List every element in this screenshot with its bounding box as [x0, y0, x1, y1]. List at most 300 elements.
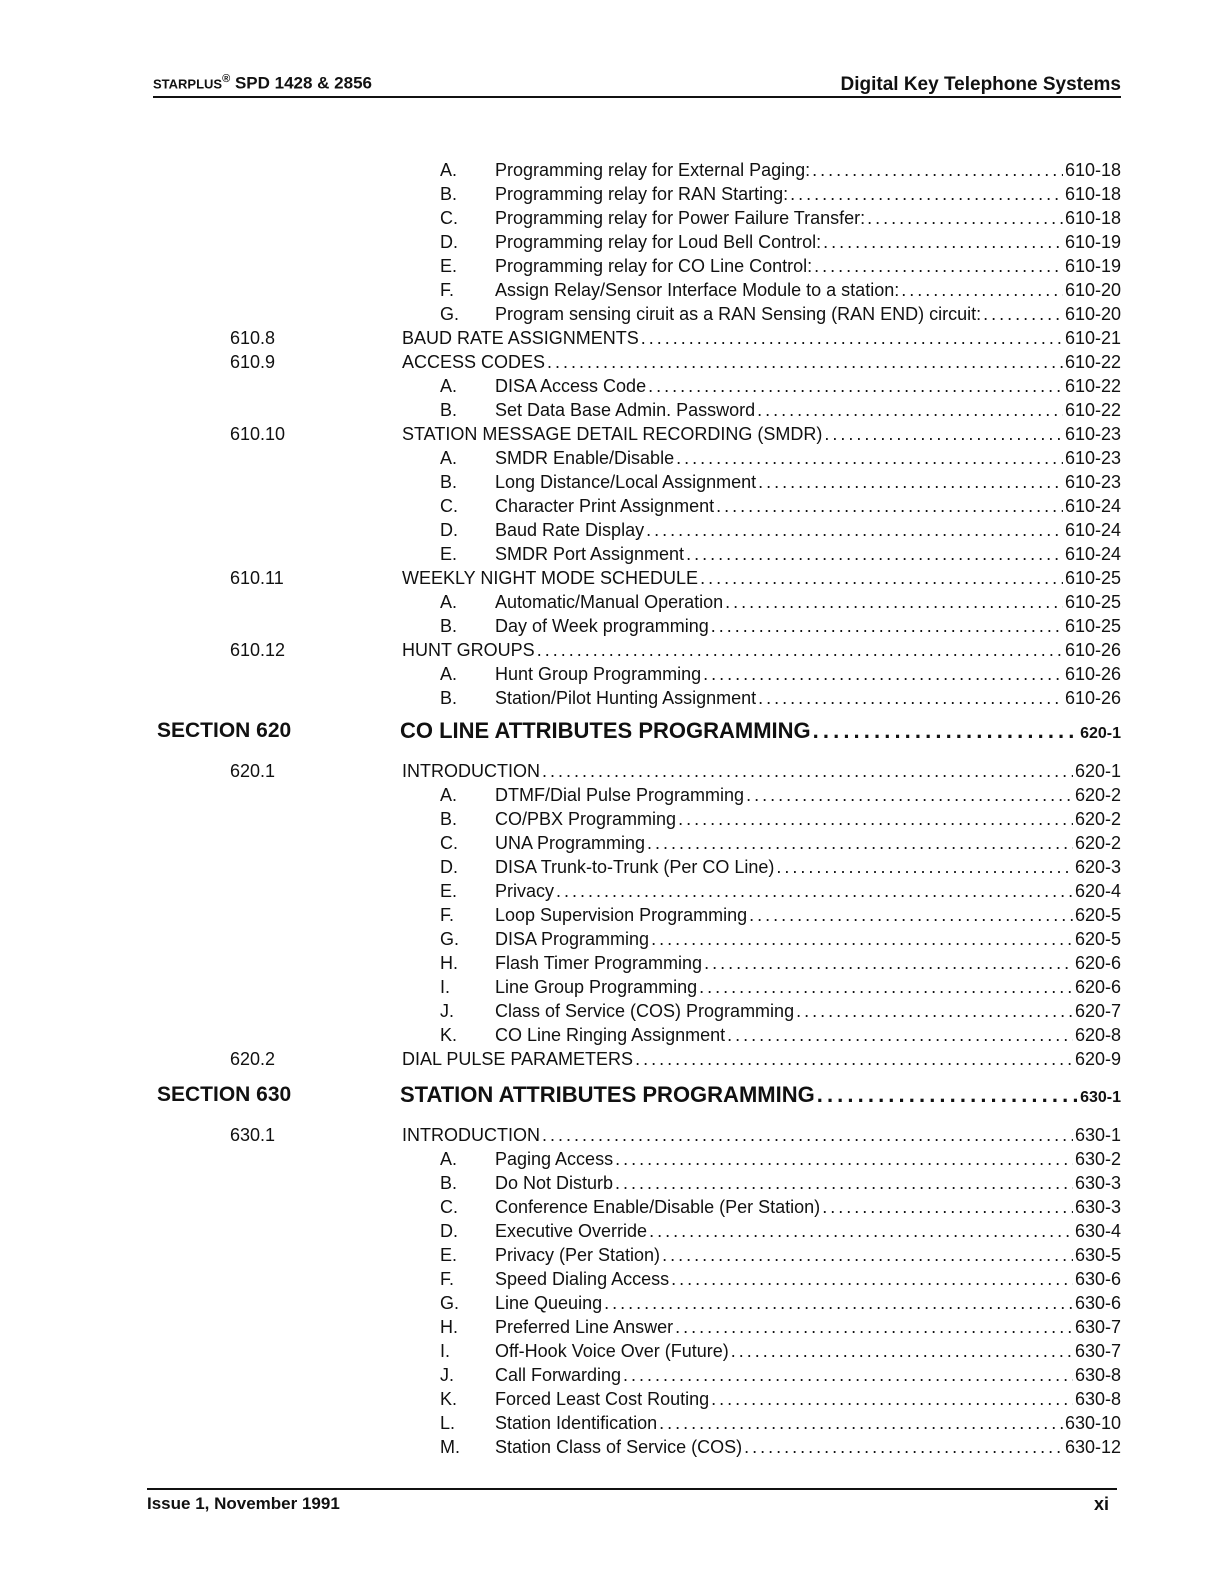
toc-entry: [402, 350, 1121, 374]
toc-entry: [495, 1339, 1121, 1363]
toc-entry: [495, 1171, 1121, 1195]
toc-page-number: 610-19: [1064, 232, 1121, 252]
toc-leader-dots: [615, 1147, 1073, 1171]
toc-entry: [495, 1267, 1121, 1291]
toc-entry-title: WEEKLY NIGHT MODE SCHEDULE: [402, 568, 699, 588]
toc-entry-title: Line Queuing: [495, 1293, 603, 1313]
toc-row[interactable]: [0, 1435, 1213, 1459]
toc-row[interactable]: [0, 927, 1213, 951]
toc-entry: [495, 542, 1121, 566]
toc-row[interactable]: [0, 1171, 1213, 1195]
toc-entry: [402, 326, 1121, 350]
toc-letter: D.: [440, 232, 458, 252]
toc-page-number: 610-25: [1064, 616, 1121, 636]
toc-leader-dots: [867, 206, 1063, 230]
toc-leader-dots: [812, 158, 1063, 182]
toc-entry: [495, 1435, 1121, 1459]
toc-row[interactable]: [0, 638, 1213, 662]
toc-entry-title: HUNT GROUPS: [402, 640, 535, 660]
toc-entry: [495, 831, 1121, 855]
toc-page-number: 610-20: [1064, 304, 1121, 324]
toc-letter: J.: [440, 1001, 455, 1021]
toc-row[interactable]: [0, 278, 1213, 302]
toc-page-number: 610-18: [1064, 208, 1121, 228]
toc-section-label: SECTION 620: [157, 719, 292, 742]
toc-entry-title: Forced Least Cost Routing: [495, 1389, 710, 1409]
toc-entry-title: Hunt Group Programming: [495, 664, 702, 684]
toc-leader-dots: [716, 494, 1063, 518]
toc-entry-title: Loop Supervision Programming: [495, 905, 748, 925]
toc-row[interactable]: [0, 662, 1213, 686]
toc-entry: [495, 1243, 1121, 1267]
toc-entry-title: Assign Relay/Sensor Interface Module to a station:: [495, 280, 900, 300]
toc-entry-title: Program sensing ciruit as a RAN Sensing (RAN END) circuit:: [495, 304, 982, 324]
toc-row[interactable]: [0, 975, 1213, 999]
toc-letter: D.: [440, 1221, 458, 1241]
toc-entry: [495, 590, 1121, 614]
toc-leader-dots: [615, 1171, 1073, 1195]
toc-letter: C.: [440, 833, 458, 853]
toc-entry-title: Preferred Line Answer: [495, 1317, 674, 1337]
toc-leader-dots: [648, 374, 1063, 398]
toc-page-number: 610-26: [1064, 640, 1121, 660]
toc-entry: [495, 951, 1121, 975]
toc-entry-title: DIAL PULSE PARAMETERS: [402, 1049, 634, 1069]
toc-leader-dots: [758, 686, 1063, 710]
toc-number: 610.12: [230, 640, 286, 660]
toc-entry: [495, 879, 1121, 903]
toc-leader-dots: [671, 1267, 1073, 1291]
toc-entry-title: Do Not Disturb: [495, 1173, 614, 1193]
toc-row[interactable]: [0, 590, 1213, 614]
toc-page-number: 630-8: [1074, 1389, 1121, 1409]
toc-entry-title: Programming relay for CO Line Control:: [495, 256, 813, 276]
toc-leader-dots: [776, 855, 1073, 879]
toc-entry: [495, 374, 1121, 398]
footer-page-number: xi: [1094, 1494, 1110, 1514]
toc-entry: [495, 1291, 1121, 1315]
toc-letter: D.: [440, 520, 458, 540]
toc-entry: [495, 1219, 1121, 1243]
toc-page-number: 620-2: [1074, 785, 1121, 805]
toc-page-number: 610-23: [1064, 448, 1121, 468]
toc-row[interactable]: [0, 422, 1213, 446]
toc-number: 610.11: [230, 568, 284, 588]
toc-letter: G.: [440, 1293, 460, 1313]
toc-number: 620.1: [230, 761, 276, 781]
toc-row[interactable]: [0, 518, 1213, 542]
toc-entry-title: SMDR Port Assignment: [495, 544, 685, 564]
toc-row[interactable]: [0, 446, 1213, 470]
toc-entry-title: INTRODUCTION: [402, 1125, 540, 1145]
toc-letter: E.: [440, 881, 458, 901]
toc-entry: [402, 422, 1121, 446]
toc-entry: [402, 566, 1121, 590]
toc-entry: [495, 975, 1121, 999]
toc-leader-dots: [704, 951, 1073, 975]
toc-entry: [495, 999, 1121, 1023]
toc-leader-dots: [703, 662, 1063, 686]
toc-entry: [495, 302, 1121, 326]
toc-leader-dots: [824, 422, 1063, 446]
toc-leader-dots: [727, 1023, 1073, 1047]
toc-leader-dots: [823, 230, 1063, 254]
toc-number: 610.10: [230, 424, 286, 444]
toc-letter: C.: [440, 208, 458, 228]
toc-row[interactable]: [0, 783, 1213, 807]
toc-letter: A.: [440, 1149, 458, 1169]
toc-letter: B.: [440, 1173, 458, 1193]
toc-leader-dots: [746, 783, 1073, 807]
toc-letter: A.: [440, 160, 458, 180]
toc-entry: [495, 855, 1121, 879]
toc-entry-title: Speed Dialing Access: [495, 1269, 670, 1289]
toc-leader-dots: [675, 1315, 1073, 1339]
toc-page-number: 610-21: [1064, 328, 1121, 348]
toc-entry-title: Programming relay for Loud Bell Control:: [495, 232, 822, 252]
toc-page-number: 630-8: [1074, 1365, 1121, 1385]
toc-row[interactable]: [0, 1047, 1213, 1071]
toc-row[interactable]: [0, 206, 1213, 230]
toc-entry-title: Programming relay for Power Failure Transfer:: [495, 208, 866, 228]
toc-leader-dots: [711, 1387, 1073, 1411]
toc-page-number: 610-22: [1064, 400, 1121, 420]
toc-page-number: 610-25: [1064, 568, 1121, 588]
toc-leader-dots: [749, 903, 1073, 927]
toc-letter: J.: [440, 1365, 455, 1385]
toc-letter: B.: [440, 472, 458, 492]
header-model: SPD 1428 & 2856: [234, 74, 372, 93]
toc-number: 610.9: [230, 352, 276, 372]
toc-page-number: 630-4: [1074, 1221, 1121, 1241]
toc-row[interactable]: [0, 807, 1213, 831]
toc-row[interactable]: [0, 254, 1213, 278]
toc-entry-title: Flash Timer Programming: [495, 953, 703, 973]
toc-entry-title: CO LINE ATTRIBUTES PROGRAMMING: [400, 718, 811, 743]
toc-section-row[interactable]: [0, 719, 1213, 743]
toc-letter: D.: [440, 857, 458, 877]
toc-entry-title: Station Class of Service (COS): [495, 1437, 743, 1457]
toc-entry: [495, 446, 1121, 470]
toc-entry-title: DISA Programming: [495, 929, 650, 949]
toc-entry: [495, 158, 1121, 182]
toc-row[interactable]: [0, 1267, 1213, 1291]
toc-entry-title: UNA Programming: [495, 833, 646, 853]
toc-entry-title: Programming relay for RAN Starting:: [495, 184, 789, 204]
toc-entry-title: INTRODUCTION: [402, 761, 540, 781]
toc-row[interactable]: [0, 326, 1213, 350]
toc-page-number: 630-7: [1074, 1341, 1121, 1361]
toc-page-number: 630-5: [1074, 1245, 1121, 1265]
toc-leader-dots: [813, 719, 1078, 743]
toc-leader-dots: [790, 182, 1063, 206]
toc-leader-dots: [676, 446, 1063, 470]
toc-leader-dots: [647, 831, 1073, 855]
toc-page-number: 630-10: [1064, 1413, 1121, 1433]
toc-entry: [400, 719, 1121, 746]
toc-entry: [495, 278, 1121, 302]
toc-row[interactable]: [0, 302, 1213, 326]
toc-row[interactable]: [0, 879, 1213, 903]
toc-leader-dots: [796, 999, 1073, 1023]
toc-page-number: 610-22: [1064, 376, 1121, 396]
toc-row[interactable]: [0, 1023, 1213, 1047]
toc-leader-dots: [699, 975, 1073, 999]
toc-row[interactable]: [0, 566, 1213, 590]
toc-entry-title: Automatic/Manual Operation: [495, 592, 724, 612]
toc-page-number: 610-20: [1064, 280, 1121, 300]
toc-row[interactable]: [0, 230, 1213, 254]
toc-row[interactable]: [0, 1291, 1213, 1315]
toc-leader-dots: [662, 1243, 1073, 1267]
toc-letter: A.: [440, 592, 458, 612]
toc-row[interactable]: [0, 1363, 1213, 1387]
toc-row[interactable]: [0, 1315, 1213, 1339]
toc-letter: A.: [440, 785, 458, 805]
toc-entry: [402, 1047, 1121, 1071]
toc-entry-title: SMDR Enable/Disable: [495, 448, 675, 468]
toc-page-number: 630-2: [1074, 1149, 1121, 1169]
toc-page-number: 610-18: [1064, 160, 1121, 180]
toc-leader-dots: [623, 1363, 1073, 1387]
toc-letter: F.: [440, 1269, 455, 1289]
toc-row[interactable]: [0, 182, 1213, 206]
toc-leader-dots: [901, 278, 1063, 302]
toc-leader-dots: [983, 302, 1063, 326]
toc-page-number: 620-1: [1074, 761, 1121, 781]
toc-letter: B.: [440, 688, 458, 708]
toc-row[interactable]: [0, 855, 1213, 879]
toc-leader-dots: [822, 1195, 1073, 1219]
toc-page-number: 610-24: [1064, 544, 1121, 564]
toc-letter: B.: [440, 616, 458, 636]
toc-leader-dots: [659, 1411, 1063, 1435]
toc-entry: [495, 494, 1121, 518]
page-header: [153, 64, 1121, 98]
toc-leader-dots: [686, 542, 1063, 566]
toc-row[interactable]: [0, 999, 1213, 1023]
toc-letter: G.: [440, 929, 460, 949]
toc-entry: [495, 1411, 1121, 1435]
toc-letter: L.: [440, 1413, 456, 1433]
toc-row[interactable]: [0, 1147, 1213, 1171]
toc-leader-dots: [641, 326, 1063, 350]
toc-letter: C.: [440, 496, 458, 516]
toc-letter: M.: [440, 1437, 460, 1457]
toc-entry-title: Station Identification: [495, 1413, 658, 1433]
toc-row[interactable]: [0, 951, 1213, 975]
toc-entry: [495, 254, 1121, 278]
toc-entry-title: Character Print Assignment: [495, 496, 715, 516]
toc-letter: E.: [440, 1245, 458, 1265]
toc-entry: [495, 398, 1121, 422]
toc-letter: K.: [440, 1025, 458, 1045]
toc-letter: B.: [440, 184, 458, 204]
toc-page-number: 620-1: [1080, 725, 1121, 742]
toc-leader-dots: [678, 807, 1073, 831]
toc-page-number: 610-23: [1064, 424, 1121, 444]
toc-entry: [495, 230, 1121, 254]
toc-letter: E.: [440, 256, 458, 276]
toc-row[interactable]: [0, 1339, 1213, 1363]
toc-page-number: 630-3: [1074, 1197, 1121, 1217]
toc-row[interactable]: [0, 1387, 1213, 1411]
toc-letter: H.: [440, 953, 458, 973]
toc-entry-title: Executive Override: [495, 1221, 648, 1241]
toc-entry: [495, 206, 1121, 230]
toc-entry-title: Baud Rate Display: [495, 520, 645, 540]
toc-entry-title: Privacy: [495, 881, 555, 901]
toc-leader-dots: [731, 1339, 1073, 1363]
toc-letter: B.: [440, 400, 458, 420]
footer-rule: [147, 1488, 1117, 1490]
toc-page-number: 630-3: [1074, 1173, 1121, 1193]
toc-leader-dots: [700, 566, 1063, 590]
toc-page-number: 630-12: [1064, 1437, 1121, 1457]
toc-page-number: 620-7: [1074, 1001, 1121, 1021]
toc-entry-title: Programming relay for External Paging:: [495, 160, 811, 180]
toc-page-number: 620-2: [1074, 833, 1121, 853]
toc-entry: [495, 182, 1121, 206]
toc-page-number: 620-4: [1074, 881, 1121, 901]
toc-section-row[interactable]: [0, 1083, 1213, 1107]
toc-entry: [495, 518, 1121, 542]
toc-row[interactable]: [0, 494, 1213, 518]
toc-leader-dots: [744, 1435, 1063, 1459]
toc-entry-title: Set Data Base Admin. Password: [495, 400, 756, 420]
toc-entry: [495, 1387, 1121, 1411]
toc-leader-dots: [646, 518, 1063, 542]
toc-entry-title: Day of Week programming: [495, 616, 709, 636]
toc-entry-title: Long Distance/Local Assignment: [495, 472, 757, 492]
toc-entry-title: Off-Hook Voice Over (Future): [495, 1341, 729, 1361]
toc-page-number: 620-9: [1074, 1049, 1121, 1069]
toc-page-number: 620-5: [1074, 929, 1121, 949]
toc-letter: B.: [440, 809, 458, 829]
toc-letter: E.: [440, 544, 458, 564]
toc-leader-dots: [542, 759, 1073, 783]
toc-entry: [495, 1147, 1121, 1171]
toc-row[interactable]: [0, 903, 1213, 927]
toc-number: 620.2: [230, 1049, 276, 1069]
toc-page-number: 610-23: [1064, 472, 1121, 492]
toc-leader-dots: [758, 470, 1063, 494]
toc-page-number: 610-26: [1064, 664, 1121, 684]
toc-row[interactable]: [0, 759, 1213, 783]
toc-row[interactable]: [0, 1219, 1213, 1243]
toc-row[interactable]: [0, 1243, 1213, 1267]
toc-row[interactable]: [0, 686, 1213, 710]
toc-letter: G.: [440, 304, 460, 324]
toc-letter: F.: [440, 280, 455, 300]
toc-letter: A.: [440, 376, 458, 396]
toc-entry-title: Privacy (Per Station): [495, 1245, 661, 1265]
toc-page-number: 610-25: [1064, 592, 1121, 612]
toc-entry: [402, 638, 1121, 662]
toc-row[interactable]: [0, 350, 1213, 374]
toc-entry: [495, 1363, 1121, 1387]
toc-entry-title: DISA Trunk-to-Trunk (Per CO Line): [495, 857, 775, 877]
toc-entry-title: BAUD RATE ASSIGNMENTS: [402, 328, 639, 348]
toc-letter: I.: [440, 977, 451, 997]
toc-page-number: 610-18: [1064, 184, 1121, 204]
toc-row[interactable]: [0, 158, 1213, 182]
toc-leader-dots: [817, 1083, 1078, 1107]
toc-entry: [495, 662, 1121, 686]
toc-entry-title: DISA Access Code: [495, 376, 647, 396]
toc-entry: [402, 1123, 1121, 1147]
toc-page-number: 610-24: [1064, 520, 1121, 540]
toc-entry-title: Station/Pilot Hunting Assignment: [495, 688, 757, 708]
toc-letter: F.: [440, 905, 455, 925]
toc-letter: I.: [440, 1341, 451, 1361]
toc-entry-title: Class of Service (COS) Programming: [495, 1001, 795, 1021]
toc-section-label: SECTION 630: [157, 1083, 292, 1106]
toc-leader-dots: [542, 1123, 1073, 1147]
toc-entry: [495, 614, 1121, 638]
toc-entry-title: Paging Access: [495, 1149, 614, 1169]
toc-letter: H.: [440, 1317, 458, 1337]
toc-entry: [495, 470, 1121, 494]
toc-page-number: 630-1: [1080, 1089, 1121, 1106]
toc-leader-dots: [604, 1291, 1073, 1315]
toc-leader-dots: [635, 1047, 1073, 1071]
toc-entry-title: CO Line Ringing Assignment: [495, 1025, 726, 1045]
toc-number: 610.8: [230, 328, 276, 348]
toc-entry-title: DTMF/Dial Pulse Programming: [495, 785, 745, 805]
toc-leader-dots: [651, 927, 1073, 951]
toc-row[interactable]: [0, 542, 1213, 566]
toc-row[interactable]: [0, 1195, 1213, 1219]
toc-entry: [495, 807, 1121, 831]
toc-entry: [495, 927, 1121, 951]
toc-entry-title: Call Forwarding: [495, 1365, 622, 1385]
header-brand: STARPLUS: [153, 77, 223, 92]
toc-entry-title: Conference Enable/Disable (Per Station): [495, 1197, 821, 1217]
toc-page-number: 610-19: [1064, 256, 1121, 276]
toc-row[interactable]: [0, 398, 1213, 422]
toc-page-number: 620-8: [1074, 1025, 1121, 1045]
toc-page-number: 620-6: [1074, 977, 1121, 997]
toc-entry: [402, 759, 1121, 783]
toc-row[interactable]: [0, 1123, 1213, 1147]
registered-mark: ®: [222, 73, 231, 86]
toc-page-number: 620-6: [1074, 953, 1121, 973]
toc-entry: [495, 686, 1121, 710]
toc-page-number: 610-26: [1064, 688, 1121, 708]
toc-row[interactable]: [0, 614, 1213, 638]
toc-letter: C.: [440, 1197, 458, 1217]
toc-entry: [495, 783, 1121, 807]
toc-letter: A.: [440, 664, 458, 684]
toc-entry-title: ACCESS CODES: [402, 352, 546, 372]
toc-page-number: 610-24: [1064, 496, 1121, 516]
toc-entry: [495, 1315, 1121, 1339]
toc-page-number: 610-22: [1064, 352, 1121, 372]
toc-leader-dots: [757, 398, 1063, 422]
toc-leader-dots: [649, 1219, 1073, 1243]
toc-entry-title: STATION MESSAGE DETAIL RECORDING (SMDR): [402, 424, 823, 444]
toc-row[interactable]: [0, 374, 1213, 398]
toc-row[interactable]: [0, 470, 1213, 494]
header-product: [153, 73, 372, 94]
toc-letter: A.: [440, 448, 458, 468]
toc-page-number: 620-3: [1074, 857, 1121, 877]
toc-entry: [495, 1023, 1121, 1047]
toc-row[interactable]: [0, 1411, 1213, 1435]
toc-row[interactable]: [0, 831, 1213, 855]
toc-entry-title: STATION ATTRIBUTES PROGRAMMING: [400, 1082, 815, 1107]
